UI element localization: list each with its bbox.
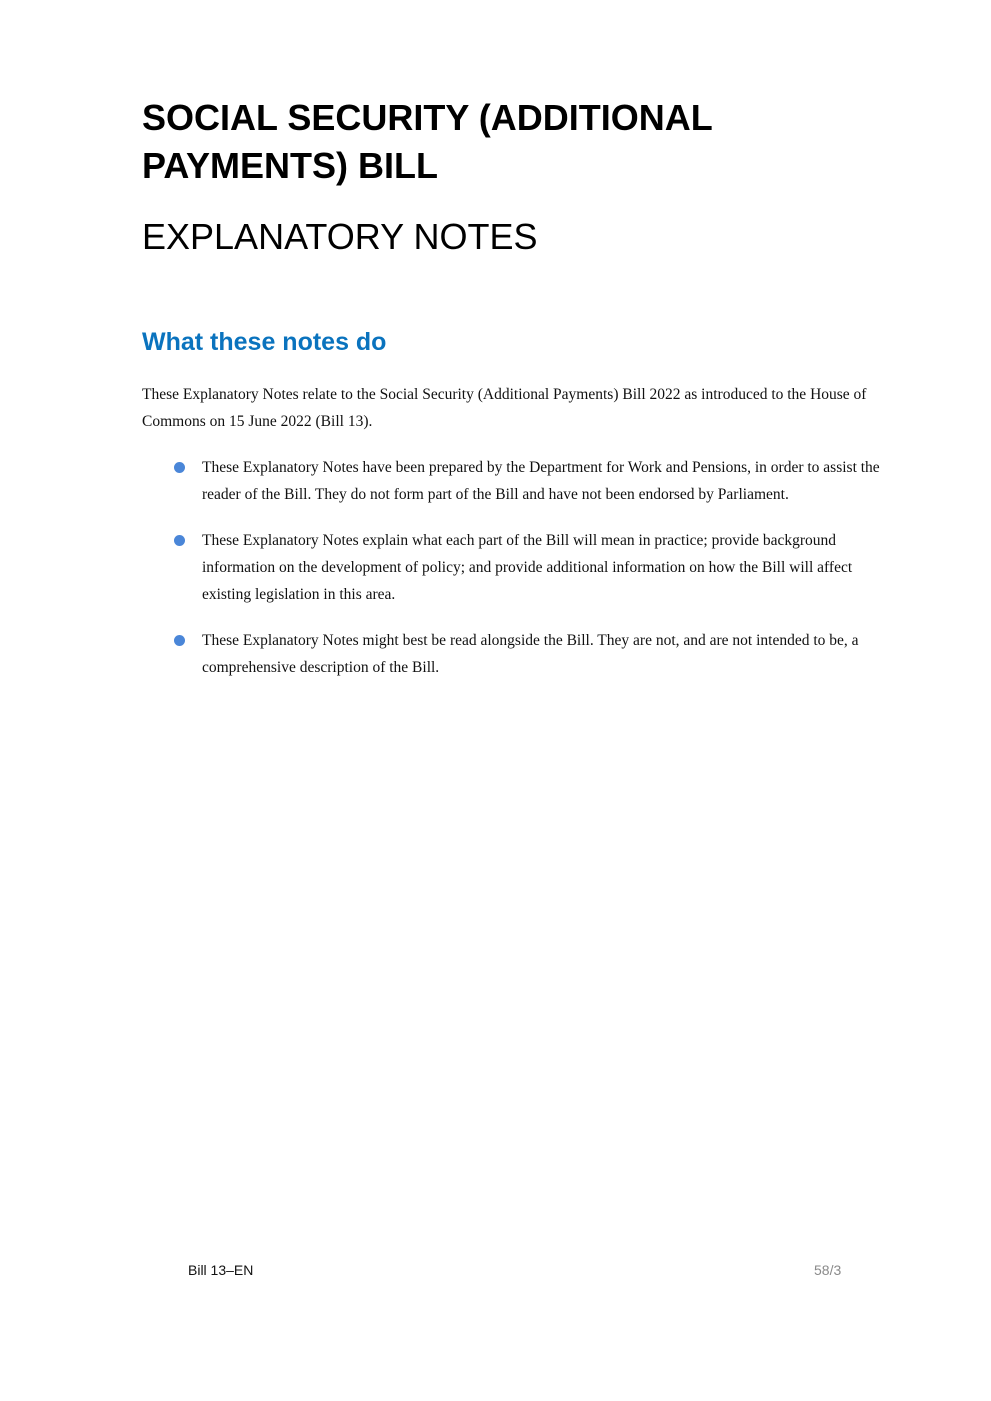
bullet-list [142, 454, 902, 700]
document-subtitle: EXPLANATORY NOTES [142, 216, 538, 257]
bullet-item [142, 627, 902, 681]
footer-page-reference: 58/3 [814, 1262, 842, 1278]
footer-bill-reference: Bill 13–EN [188, 1262, 254, 1278]
document-title: SOCIAL SECURITY (ADDITIONAL PAYMENTS) BILL [142, 97, 713, 186]
bullet-text: These Explanatory Notes have been prepared by the Department for Work and Pensions, in order to assist the reader of the Bill. They do not form part of the Bill and have not been endorsed by Parliament. [202, 459, 880, 503]
bullet-item [142, 454, 902, 508]
bullet-text: These Explanatory Notes might best be read alongside the Bill. They are not, and are not intended to be, a comprehensive description of the Bill. [202, 632, 859, 676]
section-heading: What these notes do [142, 328, 387, 356]
bullet-item [142, 527, 902, 608]
bullet-text: These Explanatory Notes explain what each part of the Bill will mean in practice; provide background information on the development of policy; and provide additional information on how the Bill will affect existing legislation in this area. [202, 532, 853, 603]
bullet-dot-icon [174, 635, 185, 646]
bullet-dot-icon [174, 535, 185, 546]
intro-paragraph: These Explanatory Notes relate to the Social Security (Additional Payments) Bill 2022 as introduced to the House of Commons on 15 June 2022 (Bill 13). [142, 386, 867, 430]
bullet-dot-icon [174, 462, 185, 473]
